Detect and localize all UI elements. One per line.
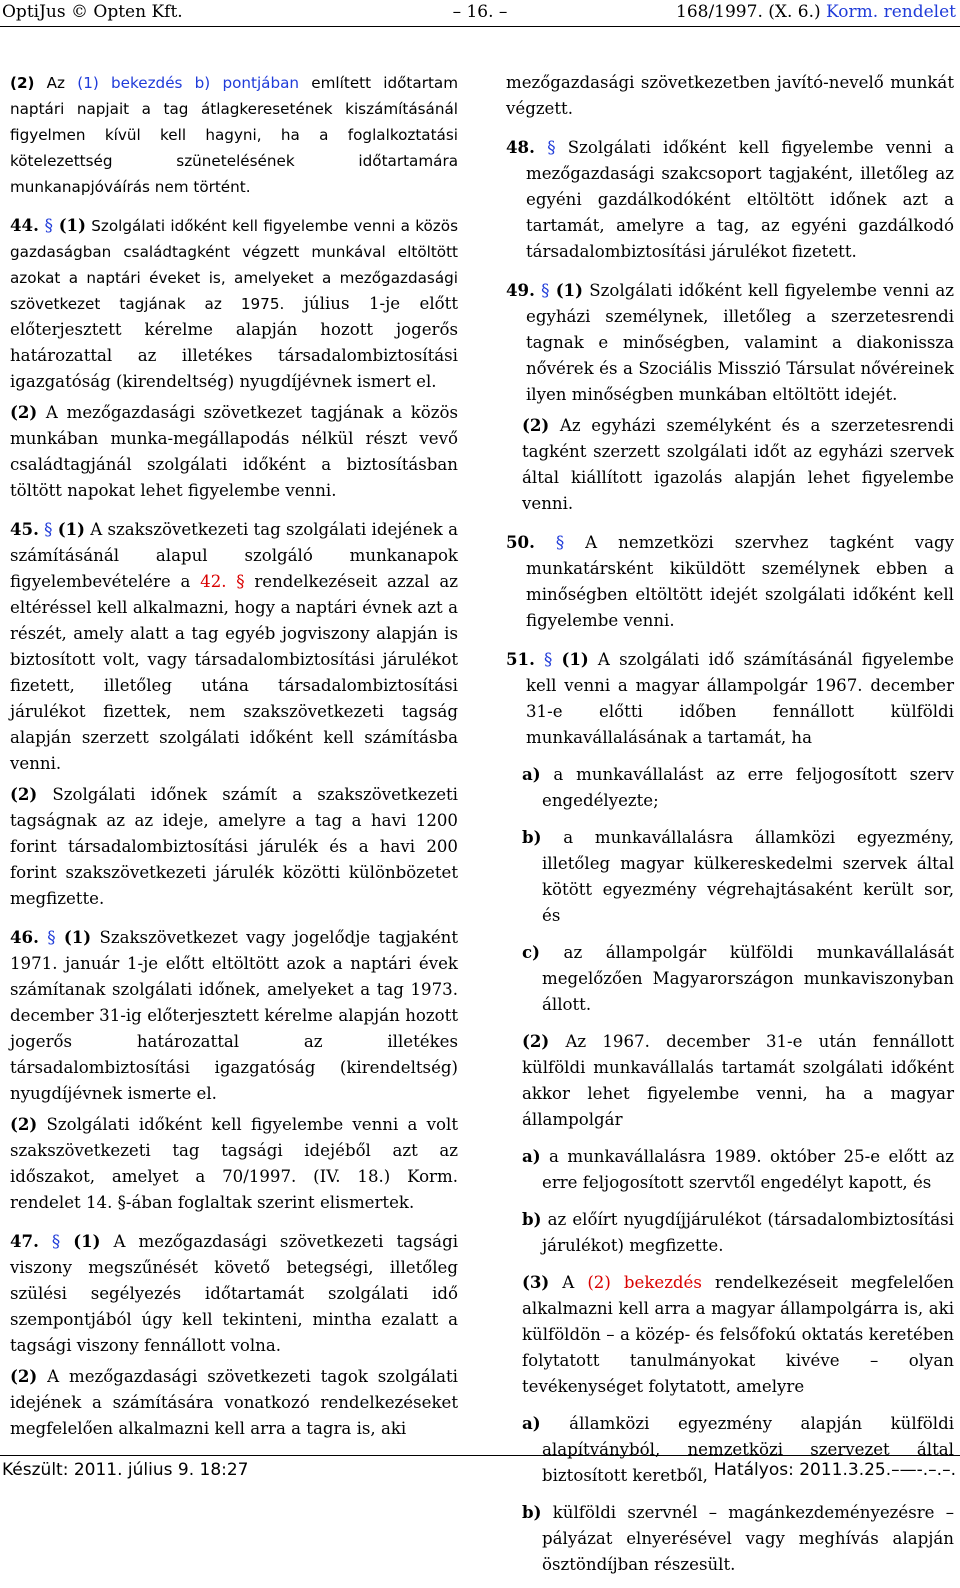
section-51-3: (3) A (2) bekezdés rendelkezéseit megfelelően alkalmazni kell arra a magyar állampolgárra is, aki külföldön – a közép- és felsőfokú oktatás keretében folytatott tanulmányokat kivéve – olyan tevékenységet folytatott, amelyre xyxy=(522,1272,954,1396)
header-decree-link[interactable]: Korm. rendelet xyxy=(826,2,956,22)
section-42-symbol-link[interactable]: § xyxy=(236,572,245,591)
left-column xyxy=(10,70,458,1442)
item-label: b) xyxy=(522,827,542,847)
section-42-link[interactable]: 42. xyxy=(200,572,227,591)
section-symbol-link[interactable]: § xyxy=(544,650,553,669)
page-header xyxy=(0,0,960,26)
list-item: c) az állampolgár külföldi munkavállalását megelőzően Magyarországon munkaviszonyban állott. xyxy=(522,942,954,1014)
paragraph-number: (1) xyxy=(555,280,583,300)
paragraph-number: (2) xyxy=(10,784,38,804)
paragraph-number: (1) xyxy=(73,1231,101,1251)
reference-link[interactable]: (1) bekezdés b) pontjában xyxy=(77,74,300,92)
section-number: 49. xyxy=(506,280,535,300)
paragraph-number: (2) xyxy=(522,1031,550,1051)
footer-created: Készült: 2011. július 9. 18:27 xyxy=(2,1460,249,1480)
header-divider xyxy=(0,26,960,27)
header-document-number: 168/1997. (X. 6.) xyxy=(676,2,827,22)
list-item: a) államközi egyezmény alapján külföldi alapítványból, nemzetközi szervezet által biztosított keretből, xyxy=(522,1413,954,1485)
item-label: a) xyxy=(522,1146,541,1166)
paragraph-number: (2) xyxy=(10,1114,38,1134)
header-publisher: OptiJus © Opten Kft. xyxy=(2,2,183,22)
section-number: 51. xyxy=(506,649,535,669)
section-44-1: 44. § (1) Szolgálati időként kell figyelembe venni a közös gazdaságban családtagként végzett munkával eltöltött azokat a naptári éveket is, amelyeket a mezőgazdasági szövetkezet tagjának az 1975. július 1-je előtt előterjesztett kérelme alapján hozott jogerős határozattal az illetékes társadalombiztosítási igazgatóság (kirendeltség) nyugdíjévnek ismert el. xyxy=(10,215,459,391)
paragraph-number: (2) xyxy=(10,402,38,422)
section-symbol-link[interactable]: § xyxy=(555,533,565,552)
item-label: a) xyxy=(522,764,541,784)
section-45-1: 45. § (1) A szakszövetkezeti tag szolgálati idejének a számításánál alapul szolgáló munkanapok figyelembevételére a 42. § rendelkezéseit azzal az eltéréssel kell alkalmazni, hogy a naptári évnek azt a részét, amely alatt a tag egyéb jogviszony alapján is biztosított volt, vagy társadalombiztosítási járulékot fizetett, illetőleg utána társadalombiztosítási járulékot fizettek, nem szakszövetkezeti tagság alapján szerzett szolgálati időként kell számításba venni. xyxy=(10,519,458,773)
paragraph-number: (3) xyxy=(522,1272,550,1292)
section-number: 46. xyxy=(10,927,39,947)
reference-link[interactable]: (2) bekezdés xyxy=(587,1273,702,1292)
item-label: a) xyxy=(522,1413,541,1433)
section-symbol-link[interactable]: § xyxy=(44,520,53,539)
item-label: b) xyxy=(522,1209,542,1229)
right-column xyxy=(506,70,954,1588)
section-46-2: (2) Szolgálati időként kell figyelembe venni a volt szakszövetkezeti tag tagsági idejéből azt az időszakot, amelyet a 70/1997. (IV. 18.) Korm. rendelet 14. §-ában foglaltak szerint elismertek. xyxy=(10,1114,458,1212)
list-item: b) külföldi szervnél – magánkezdeményezésre – pályázat elnyerésével vagy meghívás alapján ösztöndíjban részesült. xyxy=(522,1502,954,1574)
header-page-number: – 16. – xyxy=(452,2,508,22)
section-45-2: (2) Szolgálati időnek számít a szakszövetkezeti tagságnak az az ideje, amelyre a tag a havi 1200 forint társadalombiztosítási járulék és a havi 200 forint szakszövetkezeti járulék közötti különbözetet megfizette. xyxy=(10,784,458,908)
section-49-2: (2) Az egyházi személyként és a szerzetesrendi tagként szerzett szolgálati időt az egyházi szervek által kiállított igazolás alapján lehet figyelembe venni. xyxy=(522,415,954,513)
section-47-2: (2) A mezőgazdasági szövetkezeti tagok szolgálati idejének a számítására vonatkozó rendelkezéseket megfelelően alkalmazni kell arra a tagra is, aki xyxy=(10,1366,458,1438)
section-symbol-link[interactable]: § xyxy=(541,281,550,300)
paragraph-number: (1) xyxy=(58,215,86,235)
item-label: b) xyxy=(522,1502,542,1522)
list-item: a) a munkavállalásra 1989. október 25-e előtt az erre feljogosított szervtől engedélyt kapott, és xyxy=(522,1146,954,1192)
section-46-1: 46. § (1) Szakszövetkezet vagy jogelődje tagjaként 1971. január 1-je előtt eltöltött azok a naptári évek számítanak szolgálati időnek, amelyeket a tag 1973. december 31-ig előterjesztett kérelme alapján hozott jogerős határozattal az illetékes társadalombiztosítási igazgatóság (kirendeltség) nyugdíjévnek ismerte el. xyxy=(10,927,458,1103)
item-label: c) xyxy=(522,942,540,962)
section-51-2: (2) Az 1967. december 31-e után fennállott külföldi munkavállalás tartamát szolgálati időként akkor lehet figyelembe venni, ha a magyar állampolgár xyxy=(522,1031,954,1129)
header-document-id xyxy=(676,0,956,24)
section-number: 45. xyxy=(10,519,39,539)
paragraph-number: (1) xyxy=(561,649,589,669)
section-number: 47. xyxy=(10,1231,39,1251)
section-47-1: 47. § (1) A mezőgazdasági szövetkezeti tagsági viszony megszűnését követő betegségi, illetőleg szülési segélyezés időtartamát szolgálati idő szempontjából úgy kell tekinteni, mintha ezalatt a tagsági viszony fennállott volna. xyxy=(10,1231,459,1355)
footer-divider xyxy=(0,1455,960,1456)
section-51-1: 51. § (1) A szolgálati idő számításánál figyelembe kell venni a magyar állampolgár 1967. december 31-e előtti időben fennállott külföldi munkavállalásának a tartamát, ha xyxy=(506,649,954,747)
list-item: a) a munkavállalást az erre feljogosított szerv engedélyezte; xyxy=(522,764,954,810)
paragraph-number: (2) xyxy=(522,415,550,435)
list-item: b) az előírt nyugdíjjárulékot (társadalombiztosítási járulékot) megfizette. xyxy=(522,1209,954,1255)
section-symbol-link[interactable]: § xyxy=(547,138,556,157)
section-symbol-link[interactable]: § xyxy=(51,1232,61,1251)
section-47-2-continuation: mezőgazdasági szövetkezetben javító-nevelő munkát végzett. xyxy=(506,73,954,118)
paragraph-number: (2) xyxy=(10,1366,38,1386)
section-48: 48. § Szolgálati időként kell figyelembe venni a mezőgazdasági szakcsoport tagjaként, illetőleg az egyéni gazdálkodóként eltöltött időnek azt a tartamát, amelyre a tag, az egyéni gazdálkodó társadalombiztosítási járulékot fizetett. xyxy=(506,137,954,261)
section-number: 44. xyxy=(10,215,39,235)
section-49-1: 49. § (1) Szolgálati időként kell figyelembe venni az egyházi személynek, illetőleg a szerzetesrendi tagnak e minőségben, valamint a diakonissza nővérek és a Szociális Misszió Társulat nővéreinek ilyen minőségben munkában eltöltött idejét. xyxy=(506,280,954,404)
section-symbol-link[interactable]: § xyxy=(44,216,53,235)
footer-effective: Hatályos: 2011.3.25.–—-.–.–. xyxy=(713,1460,956,1480)
section-number: 48. xyxy=(506,137,535,157)
section-number: 50. xyxy=(506,532,535,552)
section-symbol-link[interactable]: § xyxy=(47,928,56,947)
paragraph-number: (1) xyxy=(57,519,85,539)
section-44-2: (2) A mezőgazdasági szövetkezet tagjának a közös munkában munka-megállapodás nélkül részt vevő családtagjánál szolgálati időként a biztosításban töltött napokat lehet figyelembe venni. xyxy=(10,402,458,500)
paragraph-number: (2) xyxy=(10,74,35,92)
list-item: b) a munkavállalásra államközi egyezmény, illetőleg magyar külkereskedelmi szervek által kötött egyezmény végrehajtásaként került sor, és xyxy=(522,827,954,925)
paragraph-43-2: (2) Az (1) bekezdés b) pontjában említett időtartam naptári napjait a tag átlagkeresetének kiszámításánál figyelmen kívül kell hagyni, ha a foglalkoztatási kötelezettség szünetelésének időtartamára munkanapjóváírás nem történt. xyxy=(10,74,458,196)
page-footer xyxy=(0,1457,960,1483)
paragraph-number: (1) xyxy=(63,927,92,947)
section-50: 50. § A nemzetközi szervhez tagként vagy munkatársként kiküldött személynek ebben a minőségben eltöltött idejét szolgálati időként kell figyelembe venni. xyxy=(506,532,954,630)
